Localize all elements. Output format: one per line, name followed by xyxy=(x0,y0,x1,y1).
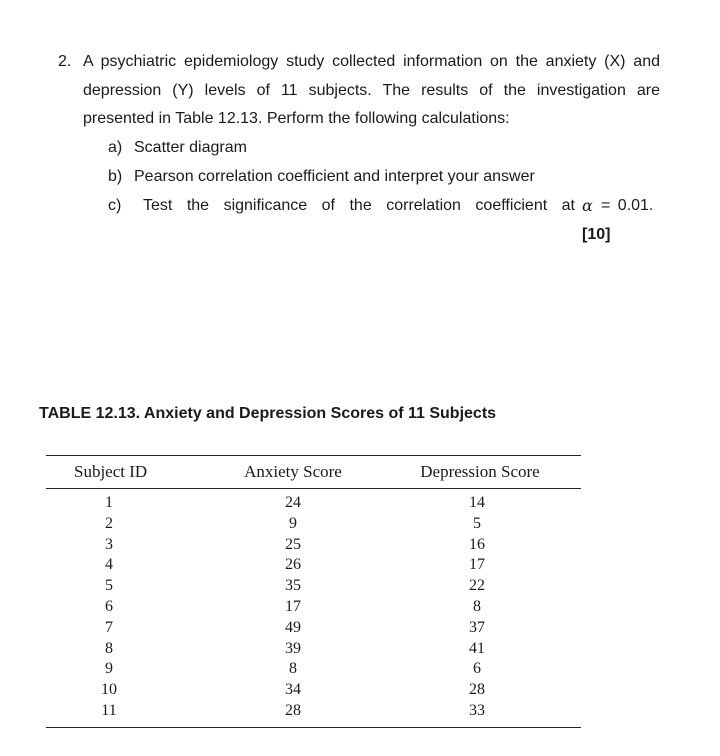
cell-depression-score: 8 xyxy=(473,598,481,615)
cell-anxiety-score: 39 xyxy=(285,639,301,657)
table-top-rule xyxy=(46,455,581,456)
cell-subject-id: 4 xyxy=(105,556,113,574)
cell-anxiety-score: 9 xyxy=(289,514,297,532)
item-c-label: c) xyxy=(108,197,122,214)
question-line-1: A psychiatric epidemiology study collected information on the anxiety (X) and xyxy=(83,53,660,70)
cell-subject-id: 8 xyxy=(105,639,113,657)
cell-subject-id: 7 xyxy=(105,618,113,636)
item-c-text: Test the significance of the correlation coefficient at xyxy=(143,197,575,214)
cell-anxiety-score: 25 xyxy=(285,535,301,553)
cell-subject-id: 2 xyxy=(105,514,113,532)
table-header-rule xyxy=(46,488,581,489)
cell-anxiety-score: 34 xyxy=(285,681,301,699)
table-title: TABLE 12.13. Anxiety and Depression Scores of 11 Subjects xyxy=(39,405,497,422)
cell-anxiety-score: 28 xyxy=(285,702,301,719)
cell-depression-score: 16 xyxy=(469,535,485,553)
cell-depression-score: 6 xyxy=(473,660,481,678)
cell-depression-score: 33 xyxy=(469,702,485,719)
item-b-text: Pearson correlation coefficient and interpret your answer xyxy=(134,168,535,185)
cell-subject-id: 1 xyxy=(105,494,113,511)
cell-anxiety-score: 24 xyxy=(285,494,301,511)
question-line-3: presented in Table 12.13. Perform the following calculations: xyxy=(83,110,510,127)
cell-subject-id: 3 xyxy=(105,535,113,553)
question-line-2: depression (Y) levels of 11 subjects. The results of the investigation are xyxy=(83,82,660,99)
cell-depression-score: 28 xyxy=(469,681,485,699)
cell-depression-score: 14 xyxy=(469,494,485,511)
table-bottom-rule xyxy=(46,727,581,728)
cell-subject-id: 10 xyxy=(101,681,117,699)
item-c-value: = 0.01. xyxy=(601,197,654,214)
cell-depression-score: 5 xyxy=(473,514,481,532)
header-anxiety-score: Anxiety Score xyxy=(244,462,342,481)
cell-depression-score: 37 xyxy=(469,618,485,636)
cell-depression-score: 22 xyxy=(469,577,485,595)
header-depression-score: Depression Score xyxy=(420,462,540,481)
cell-subject-id: 5 xyxy=(105,577,113,595)
marks-label: [10] xyxy=(582,226,611,243)
cell-depression-score: 41 xyxy=(469,639,485,657)
cell-anxiety-score: 35 xyxy=(285,577,301,595)
question-number: 2. xyxy=(58,53,72,70)
cell-anxiety-score: 49 xyxy=(285,618,301,636)
cell-subject-id: 11 xyxy=(101,702,117,719)
cell-depression-score: 17 xyxy=(469,556,485,574)
item-a-label: a) xyxy=(108,139,123,156)
cell-subject-id: 9 xyxy=(105,660,113,678)
cell-anxiety-score: 8 xyxy=(289,660,297,678)
header-subject-id: Subject ID xyxy=(74,462,148,481)
item-a-text: Scatter diagram xyxy=(134,139,247,156)
cell-subject-id: 6 xyxy=(105,598,113,615)
alpha-symbol: α xyxy=(582,196,593,215)
item-b-label: b) xyxy=(108,168,123,185)
cell-anxiety-score: 17 xyxy=(285,598,301,615)
cell-anxiety-score: 26 xyxy=(285,556,301,574)
